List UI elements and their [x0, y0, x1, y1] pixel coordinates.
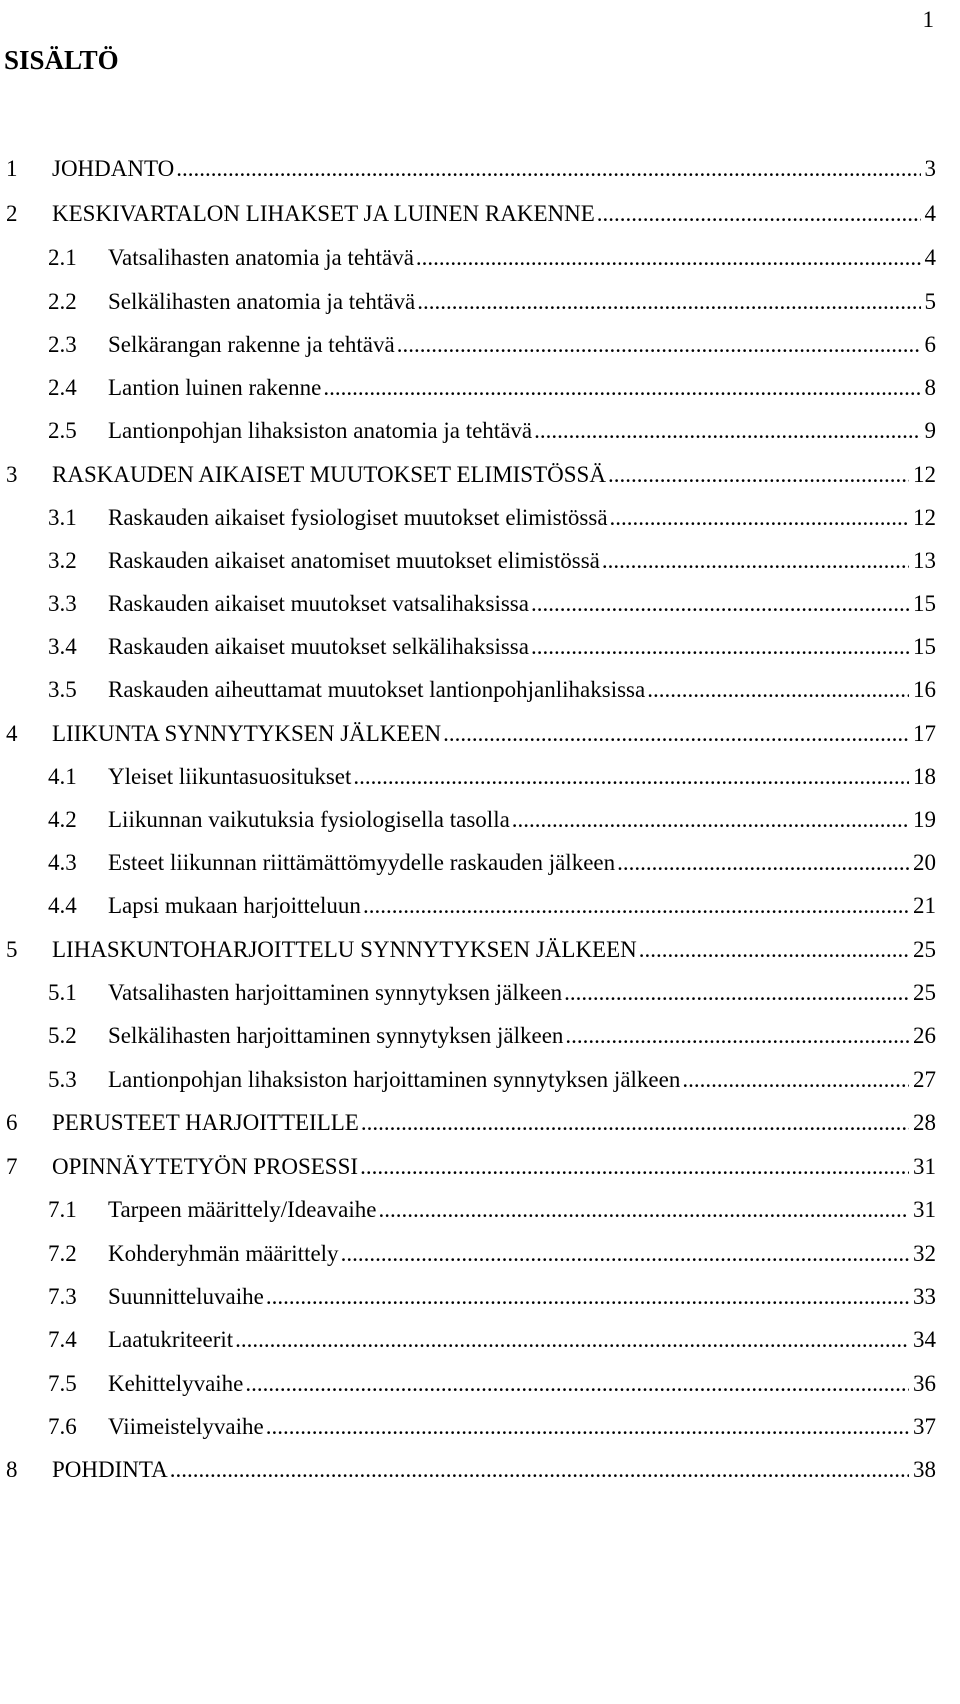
toc-entry-page: 25	[913, 937, 936, 962]
toc-entry-number: 7.1	[48, 1197, 77, 1222]
toc-entry-page: 37	[913, 1414, 936, 1439]
toc-entry[interactable]	[6, 846, 936, 880]
toc-entry-page: 12	[913, 462, 936, 487]
toc-leader-dots	[639, 933, 909, 967]
toc-leader-dots	[565, 1019, 909, 1053]
toc-entry-title: Raskauden aiheuttamat muutokset lantionpohjanlihaksissa	[108, 677, 646, 702]
toc-entry[interactable]	[6, 760, 936, 794]
toc-entry[interactable]	[6, 1237, 936, 1271]
toc-entry-number: 3	[6, 462, 18, 487]
toc-entry-page: 13	[913, 548, 936, 573]
toc-entry-page: 32	[913, 1241, 936, 1266]
toc-entry-title: Laatukriteerit	[108, 1327, 234, 1352]
toc-entry-title: Selkälihasten anatomia ja tehtävä	[108, 289, 416, 314]
toc-entry[interactable]	[6, 501, 936, 535]
toc-entry-title: Suunnitteluvaihe	[108, 1284, 264, 1309]
toc-leader-dots	[176, 152, 920, 186]
toc-entry-title: Tarpeen määrittely/Ideavaihe	[108, 1197, 377, 1222]
toc-entry-page: 31	[913, 1154, 936, 1179]
toc-entry-title: Liikunnan vaikutuksia fysiologisella tasolla	[108, 807, 510, 832]
toc-entry-title: Lantionpohjan lihaksiston harjoittaminen synnytyksen jälkeen	[108, 1067, 681, 1092]
toc-entry-page: 21	[913, 893, 936, 918]
toc-leader-dots	[682, 1063, 909, 1097]
toc-leader-dots	[647, 673, 909, 707]
toc-entry[interactable]	[6, 371, 936, 405]
toc-entry-page: 16	[913, 677, 936, 702]
toc-entry-page: 38	[913, 1457, 936, 1482]
toc-entry[interactable]	[6, 197, 936, 231]
toc-entry-page: 27	[913, 1067, 936, 1092]
toc-entry-page: 26	[913, 1023, 936, 1048]
toc-leader-dots	[564, 976, 909, 1010]
toc-leader-dots	[363, 889, 909, 923]
toc-entry-title: Raskauden aikaiset muutokset selkälihaksissa	[108, 634, 529, 659]
toc-entry-title: POHDINTA	[52, 1457, 168, 1482]
toc-entry-title: Kohderyhmän määrittely	[108, 1241, 339, 1266]
toc-entry-number: 4.4	[48, 893, 77, 918]
toc-leader-dots	[245, 1367, 909, 1401]
toc-entry-title: Lapsi mukaan harjoitteluun	[108, 893, 361, 918]
toc-entry-page: 28	[913, 1110, 936, 1135]
toc-leader-dots	[534, 414, 920, 448]
toc-entry-title: RASKAUDEN AIKAISET MUUTOKSET ELIMISTÖSSÄ	[52, 462, 606, 487]
toc-entry-page: 15	[913, 634, 936, 659]
toc-entry-page: 9	[924, 418, 936, 443]
toc-entry-number: 7.2	[48, 1241, 77, 1266]
toc-entry-title: Kehittelyvaihe	[108, 1371, 244, 1396]
toc-entry[interactable]	[6, 1063, 936, 1097]
toc-entry-title: Selkälihasten harjoittaminen synnytyksen jälkeen	[108, 1023, 564, 1048]
toc-entry[interactable]	[6, 587, 936, 621]
toc-entry-title: OPINNÄYTETYÖN PROSESSI	[52, 1154, 359, 1179]
toc-leader-dots	[266, 1280, 909, 1314]
toc-entry-number: 5.2	[48, 1023, 77, 1048]
toc-leader-dots	[416, 241, 921, 275]
toc-entry-page: 15	[913, 591, 936, 616]
toc-entry[interactable]	[6, 630, 936, 664]
toc-entry-number: 5.3	[48, 1067, 77, 1092]
toc-entry[interactable]	[6, 285, 936, 319]
toc-entry-title: Vatsalihasten harjoittaminen synnytyksen jälkeen	[108, 980, 563, 1005]
toc-entry-page: 20	[913, 850, 936, 875]
toc-entry[interactable]	[6, 152, 936, 186]
toc-entry-title: Yleiset liikuntasuositukset	[108, 764, 352, 789]
toc-entry[interactable]	[6, 1453, 936, 1487]
toc-entry-title: Esteet liikunnan riittämättömyydelle raskauden jälkeen	[108, 850, 616, 875]
toc-entry-number: 5	[6, 937, 18, 962]
toc-leader-dots	[360, 1150, 909, 1184]
toc-entry[interactable]	[6, 414, 936, 448]
toc-entry-number: 5.1	[48, 980, 77, 1005]
toc-entry-number: 2.3	[48, 332, 77, 357]
toc-entry[interactable]	[6, 1106, 936, 1140]
toc-leader-dots	[610, 501, 909, 535]
toc-entry[interactable]	[6, 1019, 936, 1053]
toc-entry[interactable]	[6, 673, 936, 707]
toc-entry[interactable]	[6, 803, 936, 837]
toc-entry[interactable]	[6, 544, 936, 578]
toc-entry-number: 3.5	[48, 677, 77, 702]
toc-entry-number: 7.5	[48, 1371, 77, 1396]
toc-entry-page: 17	[913, 721, 936, 746]
toc-entry-title: JOHDANTO	[52, 156, 175, 181]
toc-entry-number: 2.5	[48, 418, 77, 443]
toc-leader-dots	[608, 458, 909, 492]
toc-entry[interactable]	[6, 1367, 936, 1401]
toc-entry[interactable]	[6, 458, 936, 492]
toc-entry-number: 4.1	[48, 764, 77, 789]
toc-leader-dots	[602, 544, 909, 578]
toc-entry-page: 12	[913, 505, 936, 530]
toc-entry-title: Raskauden aikaiset muutokset vatsalihaksissa	[108, 591, 529, 616]
toc-entry-number: 2.1	[48, 245, 77, 270]
toc-entry-title: Viimeistelyvaihe	[108, 1414, 264, 1439]
toc-entry-title: Raskauden aikaiset anatomiset muutokset elimistössä	[108, 548, 600, 573]
toc-entry-number: 4	[6, 721, 18, 746]
toc-entry-title: Lantion luinen rakenne	[108, 375, 322, 400]
toc-entry-page: 4	[924, 201, 936, 226]
toc-entry[interactable]	[6, 976, 936, 1010]
toc-entry-number: 6	[6, 1110, 18, 1135]
toc-entry-page: 34	[913, 1327, 936, 1352]
toc-entry-title: Vatsalihasten anatomia ja tehtävä	[108, 245, 414, 270]
toc-entry-number: 8	[6, 1457, 18, 1482]
toc-entry-number: 2.2	[48, 289, 77, 314]
toc-entry-title: Lantionpohjan lihaksiston anatomia ja tehtävä	[108, 418, 533, 443]
toc-leader-dots	[379, 1193, 910, 1227]
toc-leader-dots	[597, 197, 921, 231]
toc-entry-number: 7	[6, 1154, 18, 1179]
toc-entry-page: 31	[913, 1197, 936, 1222]
toc-entry-title: Raskauden aikaiset fysiologiset muutokset elimistössä	[108, 505, 608, 530]
toc-leader-dots	[353, 760, 909, 794]
toc-entry[interactable]	[6, 1323, 936, 1357]
toc-entry-page: 33	[913, 1284, 936, 1309]
toc-entry-page: 5	[924, 289, 936, 314]
toc-entry-title: PERUSTEET HARJOITTEILLE	[52, 1110, 359, 1135]
toc-entry-page: 18	[913, 764, 936, 789]
toc-leader-dots	[531, 630, 909, 664]
toc-leader-dots	[235, 1323, 909, 1357]
toc-entry-number: 7.3	[48, 1284, 77, 1309]
toc-entry-number: 3.2	[48, 548, 77, 573]
toc-leader-dots	[323, 371, 920, 405]
toc-entry-title: Selkärangan rakenne ja tehtävä	[108, 332, 395, 357]
toc-entry[interactable]	[6, 717, 936, 751]
toc-leader-dots	[512, 803, 909, 837]
toc-entry-number: 4.3	[48, 850, 77, 875]
toc-entry-number: 3.3	[48, 591, 77, 616]
toc-entry-page: 3	[924, 156, 936, 181]
toc-entry[interactable]	[6, 328, 936, 362]
toc-entry-page: 19	[913, 807, 936, 832]
toc-leader-dots	[417, 285, 920, 319]
toc-entry-page: 6	[924, 332, 936, 357]
toc-entry-number: 2.4	[48, 375, 77, 400]
toc-entry-page: 4	[924, 245, 936, 270]
toc-entry-page: 8	[924, 375, 936, 400]
toc-entry-number: 7.6	[48, 1414, 77, 1439]
toc-entry-title: LIIKUNTA SYNNYTYKSEN JÄLKEEN	[52, 721, 442, 746]
toc-entry-page: 36	[913, 1371, 936, 1396]
toc-entry-title: KESKIVARTALON LIHAKSET JA LUINEN RAKENNE	[52, 201, 595, 226]
toc-leader-dots	[170, 1453, 909, 1487]
toc-entry-title: LIHASKUNTOHARJOITTELU SYNNYTYKSEN JÄLKEEN	[52, 937, 637, 962]
toc-entry-page: 25	[913, 980, 936, 1005]
page-title: SISÄLTÖ	[4, 45, 119, 75]
toc-entry-number: 1	[6, 156, 18, 181]
toc-leader-dots	[531, 587, 909, 621]
toc-entry-number: 3.4	[48, 634, 77, 659]
toc-entry-number: 3.1	[48, 505, 77, 530]
toc-entry[interactable]	[6, 889, 936, 923]
page-number: 1	[922, 7, 934, 32]
toc-entry-number: 2	[6, 201, 18, 226]
toc-leader-dots	[617, 846, 909, 880]
toc-entry[interactable]	[6, 933, 936, 967]
toc-entry[interactable]	[6, 241, 936, 275]
toc-entry[interactable]	[6, 1193, 936, 1227]
toc-leader-dots	[361, 1106, 909, 1140]
toc-entry[interactable]	[6, 1410, 936, 1444]
toc-leader-dots	[443, 717, 909, 751]
toc-entry[interactable]	[6, 1280, 936, 1314]
toc-leader-dots	[341, 1237, 909, 1271]
toc-leader-dots	[266, 1410, 909, 1444]
toc-entry-number: 7.4	[48, 1327, 77, 1352]
toc-entry[interactable]	[6, 1150, 936, 1184]
toc-entry-number: 4.2	[48, 807, 77, 832]
toc-leader-dots	[397, 328, 921, 362]
